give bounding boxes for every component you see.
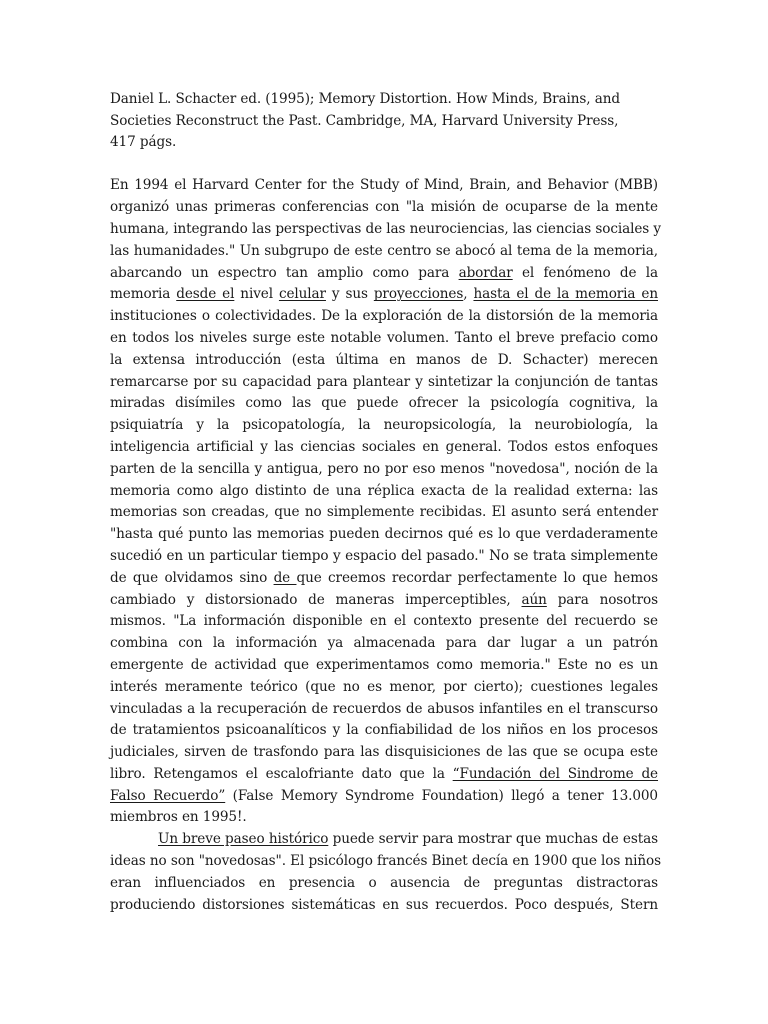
text-line: Un breve paseo histórico puede servir para mostrar que muchas de estas: [158, 831, 658, 848]
underlined-phrase: hasta el de la memoria en: [473, 286, 658, 303]
underlined-word: de: [273, 569, 297, 586]
text-line: miembros en 1995!.: [110, 809, 247, 826]
underlined-phrase: Falso Recuerdo”: [110, 787, 226, 804]
underlined-word: celular: [278, 286, 326, 303]
text-line: organizó unas primeras conferencias con "la misión de ocuparse de la mente: [110, 199, 658, 216]
text-line: memorias son creadas, que no simplemente recibidas. El asunto será entender: [110, 504, 658, 521]
text-line: parten de la sencilla y antigua, pero no por eso menos "novedosa", noción de la: [110, 460, 658, 477]
text-line: "hasta qué punto las memorias pueden decirnos qué es lo que verdaderamente: [110, 526, 658, 543]
text-line: vinculadas a la recuperación de recuerdos de abusos infantiles en el transcurso: [110, 700, 658, 717]
text-line: Falso Recuerdo” (False Memory Syndrome Foundation) llegó a tener 13.000: [110, 787, 658, 804]
text-line: remarcarse por su capacidad para plantear y sintetizar la conjunción de tantas: [110, 373, 658, 390]
underlined-word: proyecciones: [373, 286, 464, 303]
text-line: instituciones o colectividades. De la exploración de la distorsión de la memoria: [110, 308, 658, 325]
text-line: memoria desde el nivel celular y sus proyecciones, hasta el de la memoria en: [110, 286, 658, 303]
underlined-phrase: Un breve paseo histórico: [158, 831, 329, 848]
paragraph-gap: [110, 154, 658, 176]
underlined-word: abordar: [458, 264, 513, 281]
text-line: memoria como algo distinto de una réplica exacta de la realidad externa: las: [110, 482, 658, 499]
text-line: humana, integrando las perspectivas de las neurociencias, las ciencias sociales y: [110, 220, 661, 237]
text-line: abarcando un espectro tan amplio como para abordar el fenómeno de la: [110, 264, 659, 281]
review-paragraph-2: [110, 829, 662, 916]
text-line: emergente de actividad que experimentamos como memoria." Este no es un: [110, 656, 658, 673]
text-line: libro. Retengamos el escalofriante dato que la “Fundación del Sindrome de: [110, 765, 659, 782]
text-line: produciendo distorsiones sistemáticas en sus recuerdos. Poco después, Stern: [110, 896, 658, 913]
text-line: inteligencia artificial y las ciencias sociales en general. Todos estos enfoques: [110, 438, 658, 455]
citation-line: Societies Reconstruct the Past. Cambridge, MA, Harvard University Press,: [110, 112, 619, 129]
underlined-word: aún: [521, 591, 547, 608]
text-line: sucedió en un particular tiempo y espacio del pasado." No se trata simplemente: [110, 547, 658, 564]
text-line: de tratamientos psicoanalíticos y la confiabilidad de los niños en los procesos: [110, 722, 658, 739]
text-line: mismos. "La información disponible en el contexto presente del recuerdo se: [110, 613, 658, 630]
text-line: de que olvidamos sino de que creemos recordar perfectamente lo que hemos: [110, 569, 658, 586]
text-line: interés meramente teórico (que no es menor, por cierto); cuestiones legales: [110, 678, 658, 695]
book-citation: [110, 89, 658, 154]
underlined-phrase: “Fundación del Sindrome de: [452, 765, 659, 782]
underlined-word: desde el: [176, 286, 235, 303]
text-line: en todos los niveles surge este notable volumen. Tanto el breve prefacio como: [110, 329, 658, 346]
text-line: psiquiatría y la psicopatología, la neuropsicología, la neurobiología, la: [110, 417, 658, 434]
text-line: eran influenciados en presencia o ausencia de preguntas distractoras: [110, 874, 658, 891]
text-line: judiciales, sirven de trasfondo para las disquisiciones de las que se ocupa este: [110, 744, 658, 761]
text-line: miradas disímiles como las que puede ofrecer la psicología cognitiva, la: [110, 395, 658, 412]
review-paragraph-1: [110, 175, 661, 829]
text-line: combina con la información ya almacenada para dar lugar a un patrón: [110, 635, 658, 652]
text-line: cambiado y distorsionado de maneras imperceptibles, aún para nosotros: [110, 591, 658, 608]
text-line: En 1994 el Harvard Center for the Study of Mind, Brain, and Behavior (MBB): [110, 177, 658, 194]
citation-line: 417 págs.: [110, 134, 177, 151]
text-line: las humanidades." Un subgrupo de este centro se abocó al tema de la memoria,: [110, 242, 658, 259]
text-line: ideas no son "novedosas". El psicólogo francés Binet decía en 1900 que los niños: [110, 853, 662, 870]
text-line: la extensa introducción (esta última en manos de D. Schacter) merecen: [110, 351, 658, 368]
citation-line: Daniel L. Schacter ed. (1995); Memory Distortion. How Minds, Brains, and: [110, 91, 621, 107]
